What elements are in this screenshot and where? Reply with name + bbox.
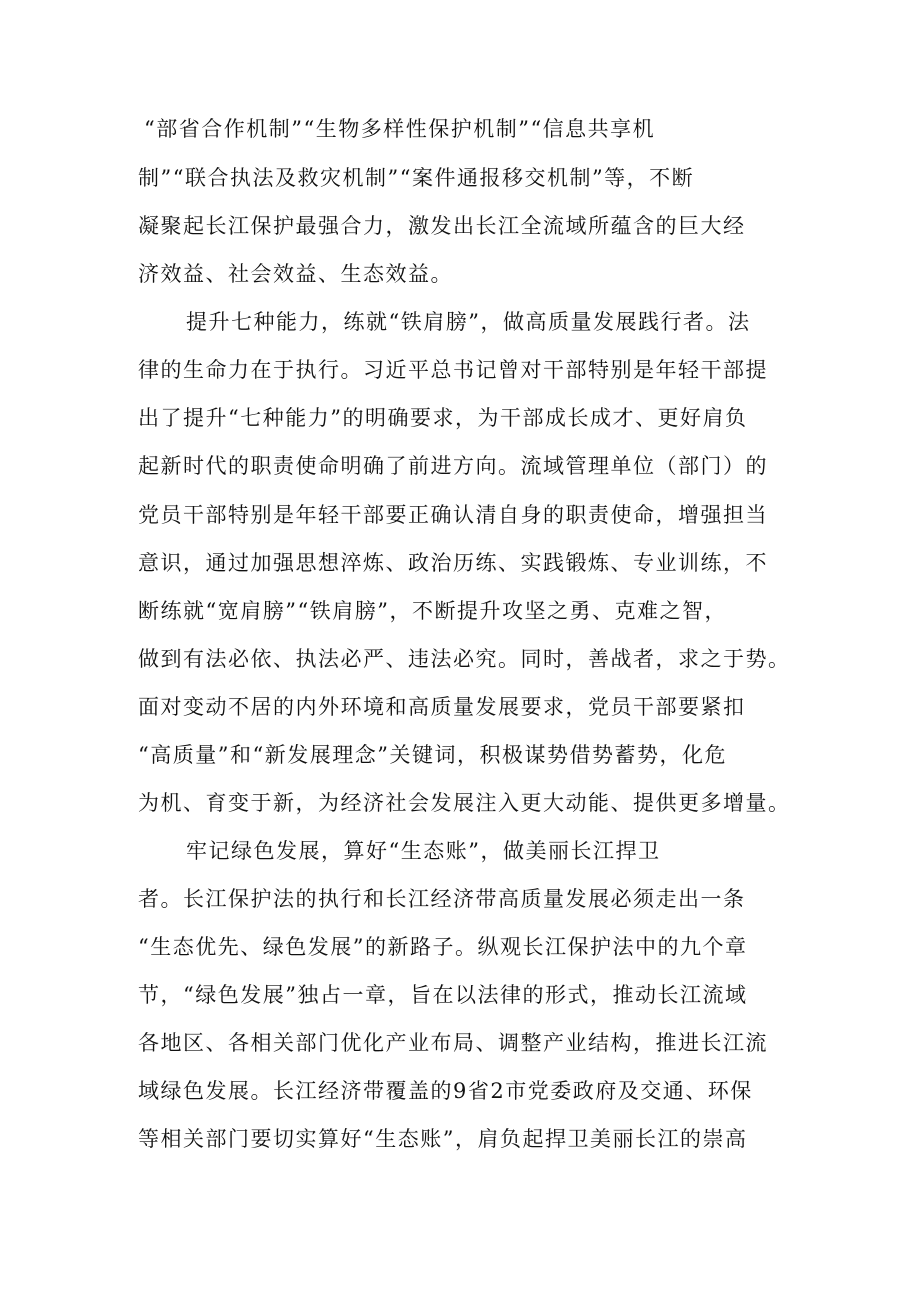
text-line: 制”“联合执法及救灾机制”“案件通报移交机制”等，不断 [138,166,695,190]
text-line: 节，“绿色发展”独占一章，旨在以法律的形式，推动长江流域 [138,983,748,1007]
text-line: 域绿色发展。长江经济带覆盖的9省2市党委政府及交通、环保 [138,1079,753,1103]
text-line: 出了提升“七种能力”的明确要求，为干部成长成才、更好肩负 [138,406,748,430]
text-line: 为机、育变于新，为经济社会发展注入更大动能、提供更多增量。 [138,791,791,815]
text-line: 党员干部特别是年轻干部要正确认清自身的职责使命，增强担当 [138,503,768,527]
text-line: 等相关部门要切实算好“生态账”，肩负起捍卫美丽长江的崇高 [138,1127,748,1151]
text-line: 凝聚起长江保护最强合力，激发出长江全流域所蕴含的巨大经 [138,214,746,238]
text-line: 律的生命力在于执行。习近平总书记曾对干部特别是年轻干部提 [138,358,768,382]
paragraph-first-line: 牢记绿色发展，算好“生态账”，做美丽长江捍卫 [186,839,661,863]
text-line: 面对变动不居的内外环境和高质量发展要求，党员干部要紧扣 [138,695,746,719]
text-line: 意识，通过加强思想淬炼、政治历练、实践锻炼、专业训练，不 [138,551,768,575]
text-line: 济效益、社会效益、生态效益。 [138,262,453,286]
text-line: 各地区、各相关部门优化产业布局、调整产业结构，推进长江流 [138,1031,768,1055]
text-line: “部省合作机制”“生物多样性保护机制”“信息共享机 [144,117,656,141]
text-line: “生态优先、绿色发展”的新路子。纵观长江保护法中的九个章 [138,935,748,959]
text-line: 做到有法必依、执法必严、违法必究。同时，善战者，求之于势。 [138,647,791,671]
text-line: 断练就“宽肩膀”“铁肩膀”，不断提升攻坚之勇、克难之智， [138,599,727,623]
text-line: 者。长江保护法的执行和长江经济带高质量发展必须走出一条 [138,887,746,911]
text-line: 起新时代的职责使命明确了前进方向。流域管理单位（部门）的 [138,454,768,478]
text-line: “高质量”和“新发展理念”关键词，积极谋势借势蓄势，化危 [138,743,727,767]
paragraph-first-line: 提升七种能力，练就“铁肩膀”，做高质量发展践行者。法 [186,310,751,334]
